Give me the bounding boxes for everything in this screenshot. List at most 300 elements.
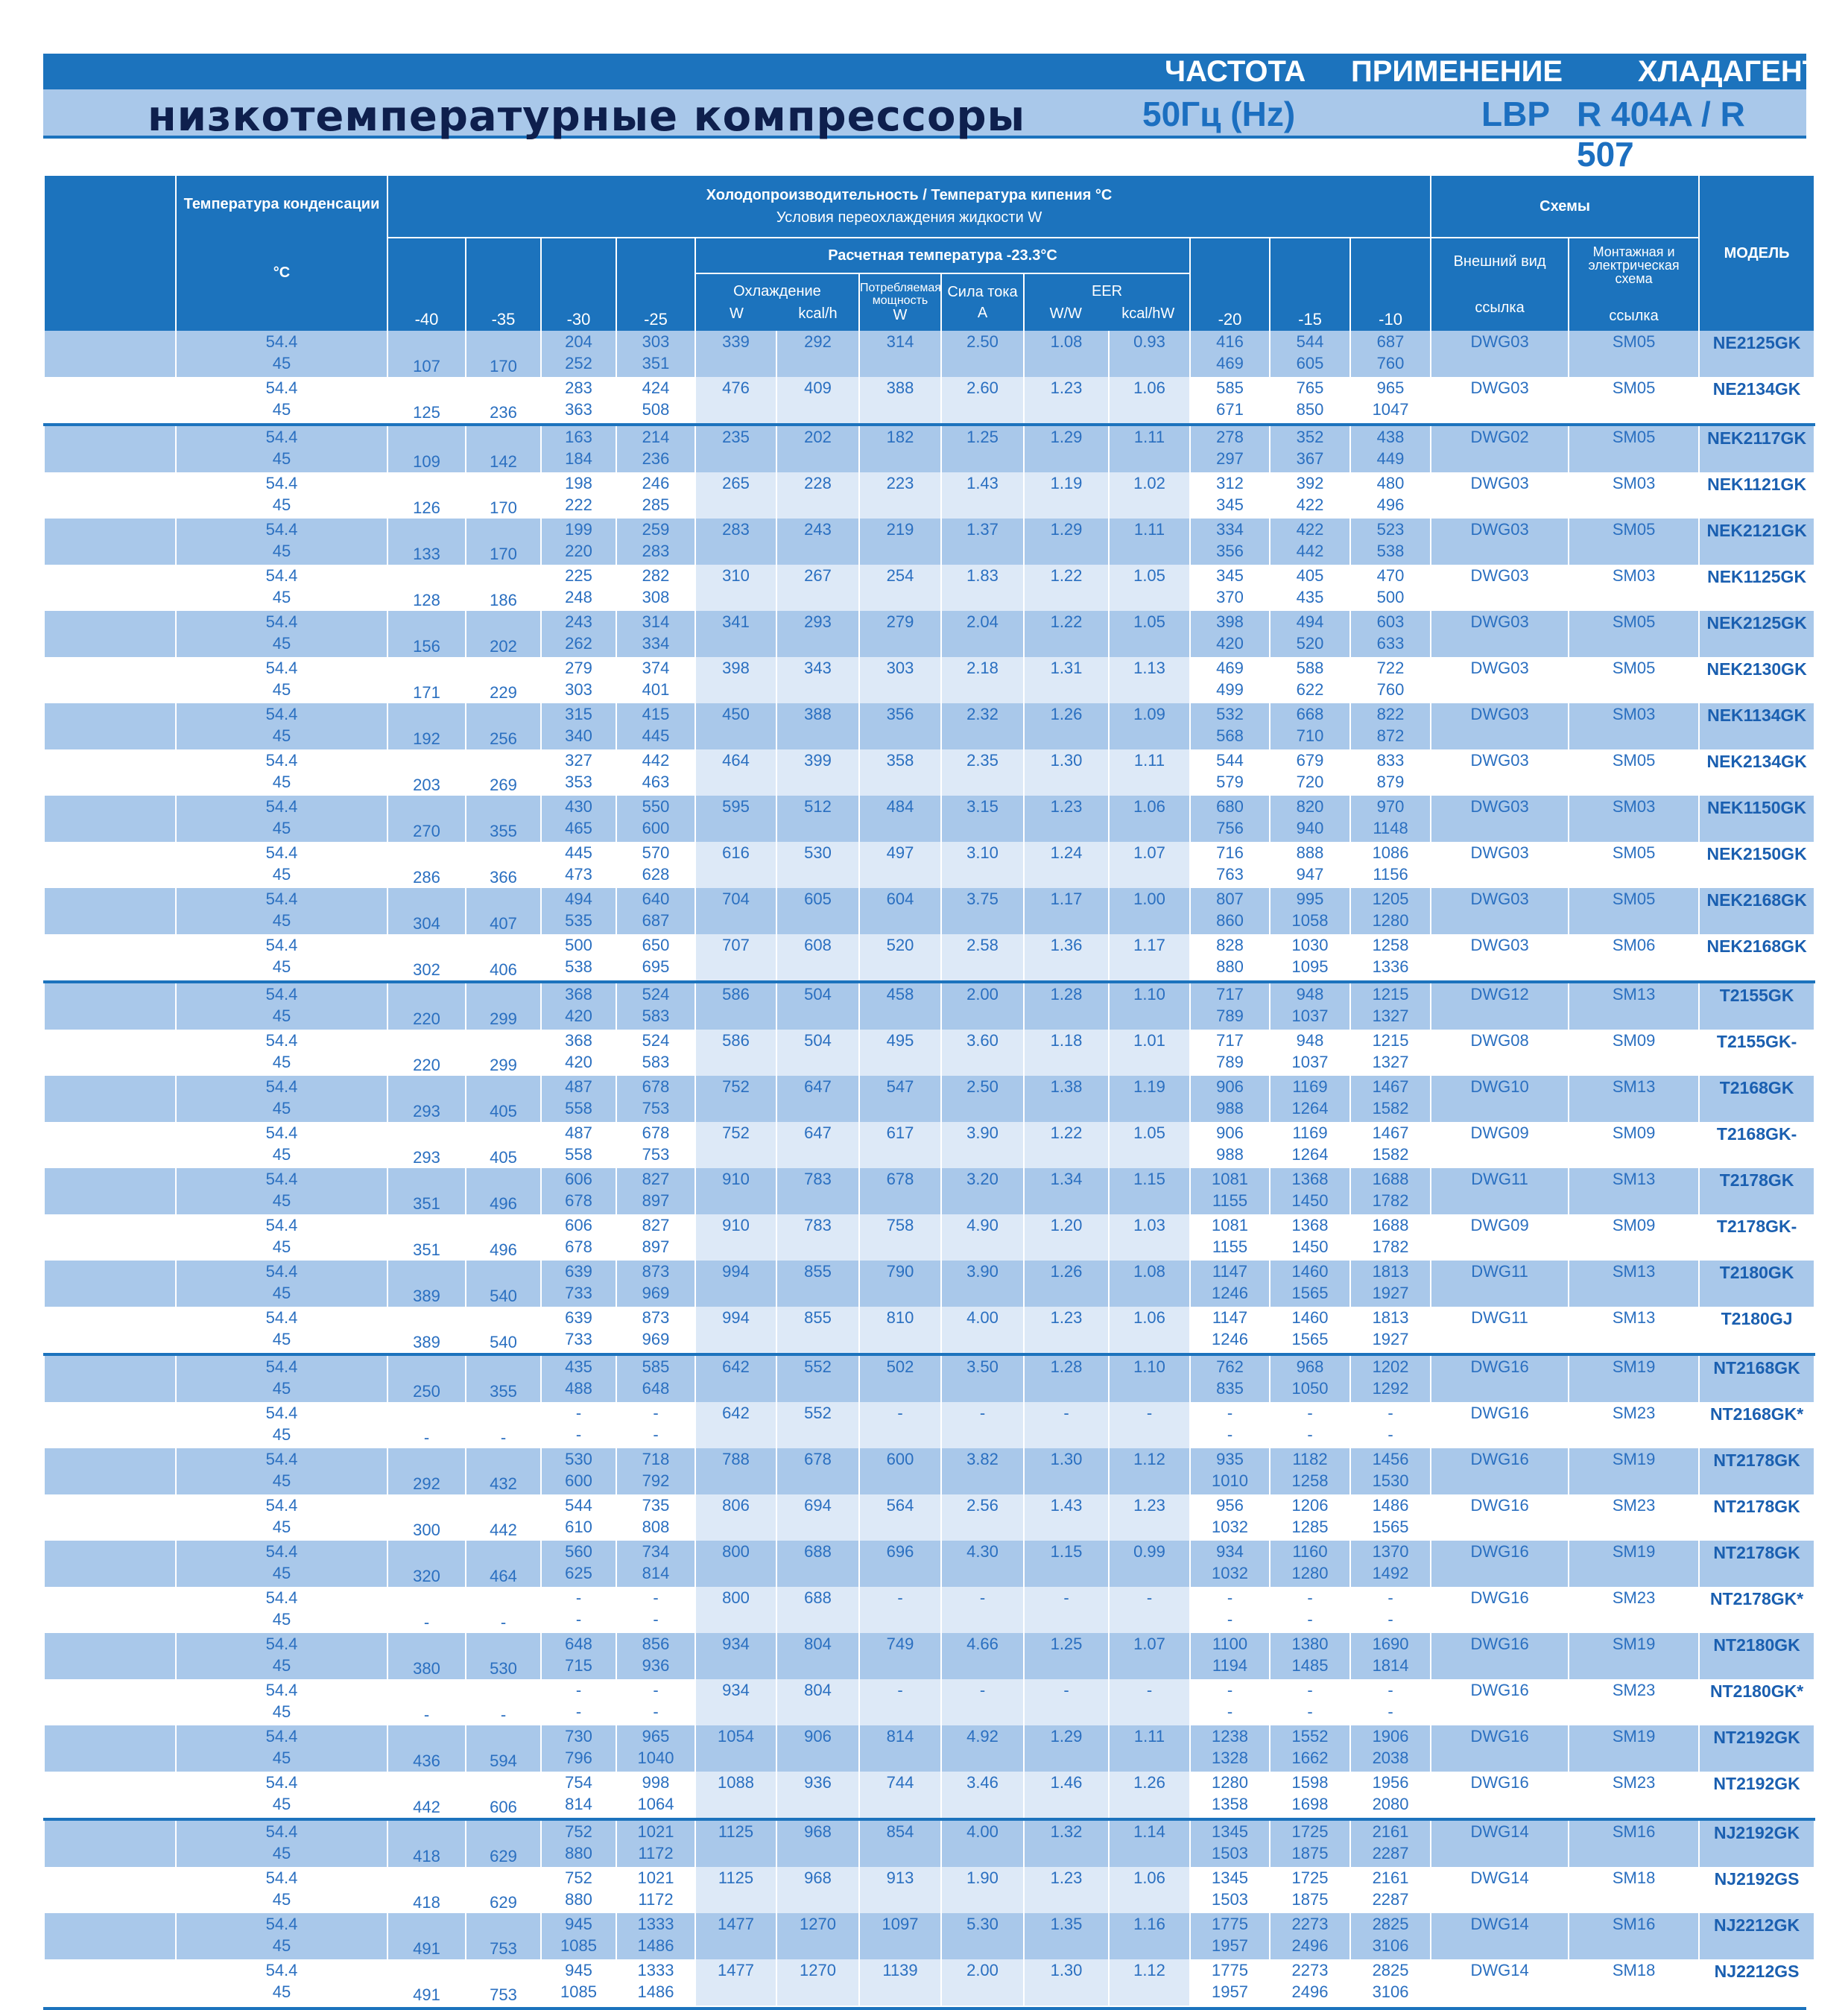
table-row: [44, 1030, 1814, 1076]
cell-model: [1699, 1679, 1814, 1725]
cell-line: 1050: [1291, 1379, 1329, 1398]
cell-line: 256: [490, 729, 517, 748]
cell-line: 854: [886, 1822, 914, 1841]
cell-line: NT2180GK*: [1709, 1681, 1804, 1701]
cell-m30: [541, 1122, 616, 1168]
cell-a: [941, 1679, 1024, 1725]
cell-kw: [1109, 1725, 1190, 1772]
cell-line: 469: [1216, 659, 1244, 677]
cell-line: 694: [804, 1496, 832, 1515]
cell-line: SM06: [1612, 936, 1656, 954]
cell-line: 368: [565, 1031, 592, 1050]
cell-line: 1010: [1212, 1471, 1248, 1490]
cell-line: DWG02: [1470, 428, 1529, 446]
cell-w: [695, 1587, 776, 1633]
cell-line: 418: [413, 1847, 440, 1865]
cell-line: 1565: [1291, 1284, 1329, 1302]
cell-line: 341: [722, 612, 750, 631]
cell-wiring-ref: [1569, 1448, 1699, 1494]
cell-line: 54.4: [265, 1496, 298, 1515]
cell-line: 229: [490, 683, 517, 702]
cell-wiring-ref: [1569, 1030, 1699, 1076]
cell-m25: [616, 1959, 695, 2006]
cell-m20: [1190, 1867, 1270, 1913]
cell-model: [1699, 1214, 1814, 1261]
cell-line: 243: [565, 612, 592, 631]
cell-m30: [541, 472, 616, 519]
cell-line: 1.30: [1050, 1961, 1083, 1979]
cell-kcal: [776, 934, 859, 982]
cell-line: 512: [804, 797, 832, 816]
cell-m25: [616, 472, 695, 519]
cell-m40: [387, 1725, 466, 1772]
cell-appearance-ref: [1431, 934, 1569, 982]
cell-line: 1172: [638, 1844, 674, 1862]
cell-cond-temp: [176, 1214, 387, 1261]
cell-pw: [859, 1168, 941, 1214]
cell-line: 1467: [1372, 1123, 1409, 1142]
cell-blank: [44, 1402, 176, 1448]
cell-m35: [466, 1354, 541, 1402]
cell-line: -: [1387, 1681, 1393, 1699]
cell-m15: [1270, 703, 1350, 749]
cell-w: [695, 519, 776, 565]
cell-m20: [1190, 703, 1270, 749]
cell-m40: [387, 425, 466, 472]
cell-kcal: [776, 519, 859, 565]
cell-line: 54.4: [265, 1262, 298, 1281]
cell-m35: [466, 331, 541, 377]
cell-m10: [1350, 1725, 1431, 1772]
cell-blank: [44, 1168, 176, 1214]
cell-m40: [387, 1959, 466, 2006]
cell-line: 370: [1216, 588, 1244, 606]
cell-line: 855: [804, 1262, 832, 1281]
cell-line: 934: [1216, 1542, 1244, 1561]
cell-line: DWG03: [1470, 332, 1529, 351]
cell-line: 1088: [718, 1773, 754, 1792]
cell-line: 125: [413, 403, 440, 422]
header-blank: [44, 176, 176, 331]
cell-m35: [466, 888, 541, 934]
cell-line: 647: [804, 1123, 832, 1142]
cell-appearance-ref: [1431, 842, 1569, 888]
cell-m30: [541, 934, 616, 982]
cell-appearance-ref: [1431, 1867, 1569, 1913]
cell-line: 45: [272, 495, 291, 514]
cell-line: 54.4: [265, 890, 298, 908]
cell-line: NJ2212GS: [1714, 1962, 1800, 1981]
cell-pw: [859, 1030, 941, 1076]
cell-line: 1565: [1291, 1330, 1329, 1348]
cell-line: 1782: [1372, 1191, 1409, 1210]
cell-m20: [1190, 1168, 1270, 1214]
cell-line: 45: [272, 1053, 291, 1071]
wiring-label: Монтажная и электрическая схема: [1588, 244, 1680, 286]
cell-cond-temp: [176, 1819, 387, 1867]
cell-line: T2155GK: [1719, 986, 1794, 1005]
cell-line: 1456: [1372, 1450, 1409, 1468]
capacity-subtitle: Условия переохлаждения жидкости W: [776, 209, 1042, 226]
cell-m40: [387, 565, 466, 611]
cell-line: 2496: [1291, 1936, 1329, 1955]
cell-wiring-ref: [1569, 611, 1699, 657]
cell-line: 1246: [1212, 1330, 1248, 1348]
cell-a: [941, 611, 1024, 657]
cell-m20: [1190, 1494, 1270, 1541]
cell-m35: [466, 796, 541, 842]
cell-line: -: [575, 1702, 582, 1721]
cell-line: 442: [642, 751, 670, 770]
cell-blank: [44, 1819, 176, 1867]
cell-line: 733: [565, 1330, 592, 1348]
cell-ww: [1024, 842, 1109, 888]
cell-m10: [1350, 1448, 1431, 1494]
cell-blank: [44, 1725, 176, 1772]
cell-line: 1058: [1291, 911, 1329, 930]
cell-line: NJ2192GS: [1714, 1869, 1800, 1889]
cell-line: 906: [804, 1727, 832, 1746]
cell-appearance-ref: [1431, 1030, 1569, 1076]
cell-line: 688: [804, 1542, 832, 1561]
cell-m20: [1190, 1679, 1270, 1725]
cell-line: 687: [1376, 332, 1405, 351]
cell-line: 1100: [1212, 1635, 1248, 1653]
cell-line: 678: [642, 1123, 670, 1142]
cell-appearance-ref: [1431, 1913, 1569, 1959]
cell-m20: [1190, 1261, 1270, 1307]
cell-line: 1032: [1212, 1518, 1248, 1536]
cell-line: 1.11: [1133, 751, 1165, 770]
cell-pw: [859, 1679, 941, 1725]
cell-m15: [1270, 1913, 1350, 1959]
cell-wiring-ref: [1569, 425, 1699, 472]
cell-appearance-ref: [1431, 425, 1569, 472]
cell-line: 314: [886, 332, 914, 351]
cell-wiring-ref: [1569, 519, 1699, 565]
cell-blank: [44, 888, 176, 934]
cell-line: 648: [565, 1635, 592, 1653]
cell-m15: [1270, 1819, 1350, 1867]
eer-label: EER: [1091, 283, 1123, 299]
cell-m40: [387, 1076, 466, 1122]
cell-line: 1698: [1291, 1795, 1329, 1813]
cell-line: 54.4: [265, 1915, 298, 1933]
cell-m30: [541, 703, 616, 749]
cell-model: [1699, 1076, 1814, 1122]
cell-m40: [387, 749, 466, 796]
cell-line: NEK2125GK: [1706, 613, 1807, 633]
cell-line: 1503: [1212, 1890, 1248, 1909]
cell-pw: [859, 611, 941, 657]
cell-line: 880: [1216, 957, 1244, 976]
cell-wiring-ref: [1569, 1679, 1699, 1725]
cell-line: 1.24: [1050, 843, 1083, 862]
cell-line: -: [1307, 1404, 1313, 1422]
cell-line: 248: [565, 588, 592, 606]
cell-line: 54.4: [265, 1542, 298, 1561]
cell-wiring-ref: [1569, 842, 1699, 888]
cell-line: 388: [886, 378, 914, 397]
cell-line: DWG16: [1470, 1588, 1529, 1607]
cell-line: 1169: [1292, 1077, 1328, 1096]
cell-line: 488: [565, 1379, 592, 1398]
cell-m40: [387, 1448, 466, 1494]
cell-line: 622: [1296, 680, 1324, 699]
cell-line: 4.92: [966, 1727, 999, 1746]
cell-m25: [616, 1725, 695, 1772]
cell-line: 752: [722, 1077, 750, 1096]
cell-line: 1725: [1291, 1822, 1329, 1841]
cell-cond-temp: [176, 425, 387, 472]
cell-line: -: [1307, 1681, 1313, 1699]
cell-line: 935: [1216, 1450, 1244, 1468]
cell-line: -: [1063, 1404, 1069, 1422]
cell-line: 1.34: [1050, 1170, 1083, 1188]
cell-line: 45: [272, 1099, 291, 1117]
cell-line: 606: [565, 1216, 592, 1234]
cell-line: 827: [642, 1216, 670, 1234]
cell-pw: [859, 1819, 941, 1867]
cell-line: SM18: [1612, 1868, 1656, 1887]
cell-m30: [541, 1679, 616, 1725]
cell-line: 1486: [637, 1982, 674, 2001]
cell-wiring-ref: [1569, 657, 1699, 703]
cell-line: 754: [565, 1773, 592, 1792]
cell-model: [1699, 519, 1814, 565]
cell-line: 345: [1216, 495, 1244, 514]
table-row: [44, 1772, 1814, 1819]
cell-line: 388: [804, 705, 832, 723]
cell-model: [1699, 377, 1814, 425]
cell-wiring-ref: [1569, 1725, 1699, 1772]
cell-line: -: [500, 1705, 507, 1724]
cell-m25: [616, 749, 695, 796]
cell-kw: [1109, 1214, 1190, 1261]
table-row: [44, 796, 1814, 842]
cell-line: 678: [565, 1237, 592, 1256]
cell-wiring-ref: [1569, 565, 1699, 611]
cell-appearance-ref: [1431, 703, 1569, 749]
table-header: [44, 176, 1814, 331]
cell-line: 170: [490, 545, 517, 563]
cell-line: 405: [1296, 566, 1324, 585]
cell-line: 1.22: [1050, 1123, 1083, 1142]
cell-m15: [1270, 1076, 1350, 1122]
cell-line: 250: [413, 1382, 440, 1401]
cell-line: 1.03: [1133, 1216, 1165, 1234]
cell-model: [1699, 1959, 1814, 2006]
cell-line: 293: [804, 612, 832, 631]
cell-line: 2273: [1291, 1915, 1329, 1933]
cell-line: 1030: [1291, 936, 1329, 954]
cell-pw: [859, 1959, 941, 2006]
cell-line: -: [979, 1404, 986, 1422]
cell-line: 647: [804, 1077, 832, 1096]
cell-m25: [616, 1913, 695, 1959]
cell-ww: [1024, 1402, 1109, 1448]
table-row: [44, 472, 1814, 519]
cell-model: [1699, 1354, 1814, 1402]
cell-line: 3.20: [966, 1170, 999, 1188]
cell-kcal: [776, 1030, 859, 1076]
cell-blank: [44, 1214, 176, 1261]
cell-blank: [44, 1913, 176, 1959]
cell-m15: [1270, 1354, 1350, 1402]
cell-line: 416: [1216, 332, 1244, 351]
cell-line: 994: [722, 1262, 750, 1281]
cell-line: 45: [272, 819, 291, 837]
cell-wiring-ref: [1569, 1913, 1699, 1959]
cell-line: 225: [565, 566, 592, 585]
cell-wiring-ref: [1569, 1354, 1699, 1402]
cell-line: 733: [565, 1284, 592, 1302]
cell-line: 715: [565, 1656, 592, 1675]
table-row: [44, 565, 1814, 611]
cell-blank: [44, 1494, 176, 1541]
cell-line: 2161: [1372, 1868, 1409, 1887]
cell-m20: [1190, 1214, 1270, 1261]
cell-line: 107: [413, 357, 440, 375]
table-row: [44, 331, 1814, 377]
cell-line: 54.4: [265, 1450, 298, 1468]
cell-pw: [859, 425, 941, 472]
cell-line: 879: [1376, 773, 1405, 791]
cell-line: 45: [272, 1237, 291, 1256]
cell-kw: [1109, 1541, 1190, 1587]
cell-m15: [1270, 1959, 1350, 2006]
table-row: [44, 842, 1814, 888]
table-row: [44, 1494, 1814, 1541]
cell-line: 366: [490, 868, 517, 887]
cell-kcal: [776, 1679, 859, 1725]
cell-kw: [1109, 377, 1190, 425]
cell-wiring-ref: [1569, 1076, 1699, 1122]
cell-a: [941, 377, 1024, 425]
cell-line: 783: [804, 1170, 832, 1188]
cell-blank: [44, 1679, 176, 1725]
cell-m40: [387, 1307, 466, 1354]
cell-line: 1.29: [1050, 520, 1083, 539]
cell-m35: [466, 1307, 541, 1354]
cell-m30: [541, 888, 616, 934]
cell-line: 2.35: [966, 751, 999, 770]
cell-kcal: [776, 1725, 859, 1772]
cell-m10: [1350, 472, 1431, 519]
table-row: [44, 1633, 1814, 1679]
cell-line: 219: [886, 520, 914, 539]
cell-m30: [541, 1725, 616, 1772]
cell-line: DWG03: [1470, 566, 1529, 585]
cell-w: [695, 703, 776, 749]
cell-m35: [466, 842, 541, 888]
cell-m15: [1270, 472, 1350, 519]
cell-line: 54.4: [265, 1868, 298, 1887]
cell-line: 1.18: [1050, 1031, 1083, 1050]
cell-line: 286: [413, 868, 440, 887]
cell-line: T2180GK: [1719, 1263, 1794, 1282]
header-cond-temp: [176, 176, 387, 331]
cell-pw: [859, 842, 941, 888]
cell-line: 1.43: [966, 474, 999, 492]
cell-line: 945: [565, 1961, 592, 1979]
cell-line: 1215: [1372, 985, 1409, 1004]
cell-line: 1.05: [1133, 1123, 1165, 1142]
cell-kw: [1109, 842, 1190, 888]
cell-line: 222: [565, 495, 592, 514]
cell-line: 442: [1296, 542, 1324, 560]
cell-line: DWG11: [1471, 1308, 1528, 1327]
cell-line: 1492: [1372, 1564, 1409, 1582]
cell-line: 608: [804, 936, 832, 954]
cell-line: -: [423, 1428, 430, 1447]
table-row: [44, 377, 1814, 425]
cell-line: 965: [642, 1727, 670, 1746]
cell-line: 956: [1216, 1496, 1244, 1515]
cell-line: 827: [642, 1170, 670, 1188]
cell-line: 4.90: [966, 1216, 999, 1234]
cell-m25: [616, 331, 695, 377]
cell-line: 3106: [1372, 1982, 1409, 2001]
unit-ww: W/W: [1049, 305, 1082, 322]
cell-line: 163: [565, 428, 592, 446]
cell-kcal: [776, 1541, 859, 1587]
cell-line: 279: [565, 659, 592, 677]
cell-w: [695, 377, 776, 425]
cell-m30: [541, 611, 616, 657]
cell-kcal: [776, 1448, 859, 1494]
cell-kw: [1109, 657, 1190, 703]
cell-cond-temp: [176, 888, 387, 934]
cell-line: 45: [272, 1936, 291, 1955]
cell-a: [941, 982, 1024, 1030]
cell-a: [941, 1867, 1024, 1913]
cell-pw: [859, 1354, 941, 1402]
cell-cond-temp: [176, 1679, 387, 1725]
cell-line: 267: [804, 566, 832, 585]
cell-model: [1699, 1448, 1814, 1494]
cell-m20: [1190, 1448, 1270, 1494]
cell-line: 1125: [718, 1822, 754, 1841]
cell-line: 283: [722, 520, 750, 539]
cell-line: 484: [886, 797, 914, 816]
cell-line: 235: [722, 428, 750, 446]
cell-m30: [541, 1959, 616, 2006]
cell-m40: [387, 1494, 466, 1541]
cell-line: 648: [642, 1379, 670, 1398]
cell-m30: [541, 1867, 616, 1913]
cell-line: 585: [642, 1357, 670, 1376]
cell-m35: [466, 1867, 541, 1913]
frequency-value: 50Гц (Hz): [1142, 95, 1296, 133]
cell-w: [695, 1307, 776, 1354]
cell-line: 415: [642, 705, 670, 723]
cell-line: 640: [642, 890, 670, 908]
cell-line: 220: [413, 1056, 440, 1074]
cell-m40: [387, 1913, 466, 1959]
cell-kcal: [776, 842, 859, 888]
cell-line: 270: [413, 822, 440, 840]
cell-line: 398: [722, 659, 750, 677]
application-value: LBP: [1481, 95, 1550, 133]
cell-line: 1037: [1291, 1006, 1329, 1025]
cell-line: DWG16: [1470, 1450, 1529, 1468]
cell-line: 2.00: [966, 985, 999, 1004]
cell-line: NT2192GK: [1713, 1774, 1800, 1793]
cell-line: 524: [642, 985, 670, 1004]
appearance-label: Внешний вид: [1453, 253, 1546, 270]
cell-line: 1.11: [1133, 1727, 1165, 1746]
